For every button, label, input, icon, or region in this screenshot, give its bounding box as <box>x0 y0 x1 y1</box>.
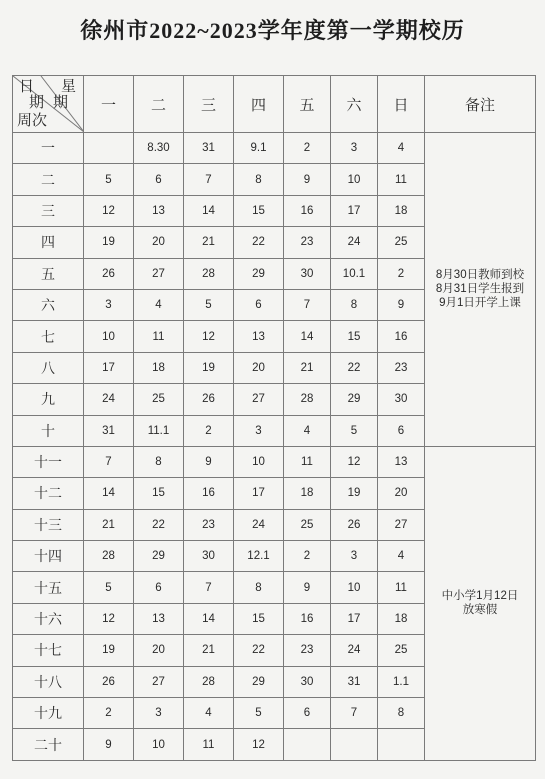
week-number-cell: 十八 <box>13 666 84 697</box>
calendar-body <box>13 133 536 761</box>
corner-header-cell <box>13 76 84 133</box>
date-cell: 5 <box>234 698 284 729</box>
date-cell: 28 <box>184 258 234 289</box>
date-cell: 8 <box>234 572 284 603</box>
date-cell: 4 <box>378 541 425 572</box>
date-cell: 23 <box>284 227 331 258</box>
date-cell: 14 <box>184 195 234 226</box>
week-number-cell: 十一 <box>13 446 84 477</box>
day-header: 日 <box>378 76 425 133</box>
date-cell: 22 <box>134 509 184 540</box>
day-header: 四 <box>234 76 284 133</box>
date-cell: 15 <box>134 478 184 509</box>
date-cell: 28 <box>184 666 234 697</box>
date-cell: 1.1 <box>378 666 425 697</box>
date-cell: 12 <box>331 446 378 477</box>
date-cell: 31 <box>331 666 378 697</box>
date-cell: 17 <box>234 478 284 509</box>
date-cell: 2 <box>284 133 331 164</box>
date-cell: 25 <box>378 227 425 258</box>
date-cell: 6 <box>234 289 284 320</box>
week-number-cell: 十五 <box>13 572 84 603</box>
date-cell: 12 <box>184 321 234 352</box>
date-cell: 11 <box>378 572 425 603</box>
date-cell: 22 <box>234 227 284 258</box>
date-cell: 20 <box>234 352 284 383</box>
date-cell: 27 <box>378 509 425 540</box>
week-number-cell: 一 <box>13 133 84 164</box>
date-cell <box>331 729 378 760</box>
date-cell: 30 <box>284 258 331 289</box>
day-header: 一 <box>84 76 134 133</box>
date-cell: 14 <box>84 478 134 509</box>
date-cell: 6 <box>134 164 184 195</box>
week-number-cell: 二 <box>13 164 84 195</box>
date-cell: 15 <box>331 321 378 352</box>
date-cell: 9 <box>284 164 331 195</box>
date-cell: 18 <box>134 352 184 383</box>
date-cell: 24 <box>331 227 378 258</box>
date-cell: 31 <box>184 133 234 164</box>
date-cell: 22 <box>331 352 378 383</box>
date-cell: 28 <box>284 384 331 415</box>
date-cell: 21 <box>84 509 134 540</box>
corner-label-xing: 星 <box>61 78 77 95</box>
day-header: 六 <box>331 76 378 133</box>
date-cell: 25 <box>284 509 331 540</box>
date-cell: 8 <box>134 446 184 477</box>
date-cell: 12 <box>234 729 284 760</box>
date-cell: 7 <box>331 698 378 729</box>
week-number-cell: 三 <box>13 195 84 226</box>
date-cell: 5 <box>84 572 134 603</box>
week-number-cell: 十三 <box>13 509 84 540</box>
date-cell: 5 <box>331 415 378 446</box>
week-number-cell: 七 <box>13 321 84 352</box>
week-number-cell: 二十 <box>13 729 84 760</box>
date-cell: 28 <box>84 541 134 572</box>
corner-label-qi-left: 期 <box>29 94 45 111</box>
date-cell: 26 <box>84 258 134 289</box>
date-cell: 30 <box>378 384 425 415</box>
date-cell: 15 <box>234 603 284 634</box>
date-cell: 22 <box>234 635 284 666</box>
week-number-cell: 十六 <box>13 603 84 634</box>
week-number-cell: 四 <box>13 227 84 258</box>
date-cell: 18 <box>378 195 425 226</box>
date-cell: 2 <box>84 698 134 729</box>
week-number-cell: 八 <box>13 352 84 383</box>
page-title: 徐州市2022~2023学年度第一学期校历 <box>80 18 465 43</box>
remark-line: 中小学1月12日 <box>441 590 519 603</box>
corner-label-zhouci: 周次 <box>17 112 48 129</box>
date-cell: 5 <box>84 164 134 195</box>
date-cell: 11 <box>134 321 184 352</box>
corner-label-ri: 日 <box>19 78 35 95</box>
date-cell: 17 <box>331 603 378 634</box>
date-cell: 16 <box>284 603 331 634</box>
date-cell: 18 <box>378 603 425 634</box>
remark-cell <box>425 133 536 447</box>
remark-line: 9月1日开学上课 <box>439 297 521 310</box>
day-header: 三 <box>184 76 234 133</box>
date-cell: 25 <box>378 635 425 666</box>
date-cell: 16 <box>378 321 425 352</box>
date-cell: 2 <box>378 258 425 289</box>
date-cell: 4 <box>134 289 184 320</box>
date-cell: 2 <box>184 415 234 446</box>
date-cell: 16 <box>284 195 331 226</box>
date-cell: 15 <box>234 195 284 226</box>
date-cell: 23 <box>378 352 425 383</box>
week-number-cell: 六 <box>13 289 84 320</box>
remark-line: 8月31日学生报到 <box>435 283 525 296</box>
date-cell: 3 <box>234 415 284 446</box>
date-cell: 4 <box>378 133 425 164</box>
week-number-cell: 十 <box>13 415 84 446</box>
date-cell: 11 <box>378 164 425 195</box>
date-cell: 29 <box>234 666 284 697</box>
date-cell: 21 <box>184 635 234 666</box>
date-cell: 10.1 <box>331 258 378 289</box>
date-cell: 23 <box>184 509 234 540</box>
date-cell: 12 <box>84 195 134 226</box>
date-cell: 8 <box>234 164 284 195</box>
date-cell: 9 <box>84 729 134 760</box>
date-cell: 14 <box>184 603 234 634</box>
header-row <box>13 76 536 133</box>
date-cell <box>284 729 331 760</box>
date-cell: 6 <box>134 572 184 603</box>
school-calendar-table <box>12 75 536 761</box>
date-cell: 19 <box>84 227 134 258</box>
date-cell: 10 <box>234 446 284 477</box>
date-cell: 19 <box>184 352 234 383</box>
date-cell: 31 <box>84 415 134 446</box>
date-cell: 10 <box>84 321 134 352</box>
date-cell: 6 <box>378 415 425 446</box>
week-number-cell: 十九 <box>13 698 84 729</box>
date-cell: 20 <box>378 478 425 509</box>
date-cell <box>378 729 425 760</box>
date-cell: 19 <box>331 478 378 509</box>
remark-cell <box>425 446 536 760</box>
date-cell: 24 <box>234 509 284 540</box>
date-cell: 9 <box>184 446 234 477</box>
week-number-cell: 九 <box>13 384 84 415</box>
day-header: 五 <box>284 76 331 133</box>
date-cell: 16 <box>184 478 234 509</box>
date-cell: 29 <box>234 258 284 289</box>
date-cell: 30 <box>284 666 331 697</box>
date-cell: 25 <box>134 384 184 415</box>
week-number-cell: 十二 <box>13 478 84 509</box>
date-cell: 27 <box>134 258 184 289</box>
week-number-cell: 五 <box>13 258 84 289</box>
date-cell: 8 <box>331 289 378 320</box>
date-cell: 13 <box>378 446 425 477</box>
date-cell: 9 <box>284 572 331 603</box>
date-cell: 3 <box>331 133 378 164</box>
date-cell: 8.30 <box>134 133 184 164</box>
date-cell: 23 <box>284 635 331 666</box>
date-cell: 18 <box>284 478 331 509</box>
date-cell: 10 <box>331 572 378 603</box>
date-cell: 7 <box>184 572 234 603</box>
date-cell: 2 <box>284 541 331 572</box>
date-cell: 24 <box>331 635 378 666</box>
date-cell: 30 <box>184 541 234 572</box>
date-cell: 13 <box>134 603 184 634</box>
date-cell: 13 <box>134 195 184 226</box>
date-cell: 11 <box>284 446 331 477</box>
date-cell: 10 <box>134 729 184 760</box>
date-cell: 17 <box>331 195 378 226</box>
date-cell: 6 <box>284 698 331 729</box>
date-cell: 29 <box>331 384 378 415</box>
date-cell: 3 <box>84 289 134 320</box>
date-cell: 20 <box>134 227 184 258</box>
date-cell: 11 <box>184 729 234 760</box>
week-number-cell: 十七 <box>13 635 84 666</box>
date-cell: 4 <box>284 415 331 446</box>
remark-line: 8月30日教师到校 <box>435 269 525 282</box>
date-cell: 26 <box>84 666 134 697</box>
week-number-cell: 十四 <box>13 541 84 572</box>
date-cell: 14 <box>284 321 331 352</box>
date-cell: 12.1 <box>234 541 284 572</box>
date-cell: 19 <box>84 635 134 666</box>
date-cell: 9 <box>378 289 425 320</box>
date-cell: 12 <box>84 603 134 634</box>
table-row <box>13 133 536 164</box>
date-cell: 21 <box>184 227 234 258</box>
date-cell: 26 <box>331 509 378 540</box>
date-cell: 13 <box>234 321 284 352</box>
date-cell: 9.1 <box>234 133 284 164</box>
remark-header: 备注 <box>425 76 536 133</box>
date-cell: 29 <box>134 541 184 572</box>
date-cell: 5 <box>184 289 234 320</box>
date-cell: 17 <box>84 352 134 383</box>
date-cell: 4 <box>184 698 234 729</box>
date-cell <box>84 133 134 164</box>
date-cell: 27 <box>234 384 284 415</box>
date-cell: 3 <box>331 541 378 572</box>
date-cell: 7 <box>184 164 234 195</box>
date-cell: 7 <box>84 446 134 477</box>
day-header: 二 <box>134 76 184 133</box>
date-cell: 3 <box>134 698 184 729</box>
date-cell: 20 <box>134 635 184 666</box>
date-cell: 11.1 <box>134 415 184 446</box>
date-cell: 27 <box>134 666 184 697</box>
remark-line: 放寒假 <box>462 604 498 617</box>
corner-label-qi-right: 期 <box>53 94 69 111</box>
date-cell: 10 <box>331 164 378 195</box>
date-cell: 7 <box>284 289 331 320</box>
date-cell: 24 <box>84 384 134 415</box>
date-cell: 26 <box>184 384 234 415</box>
table-row <box>13 446 536 477</box>
date-cell: 8 <box>378 698 425 729</box>
date-cell: 21 <box>284 352 331 383</box>
